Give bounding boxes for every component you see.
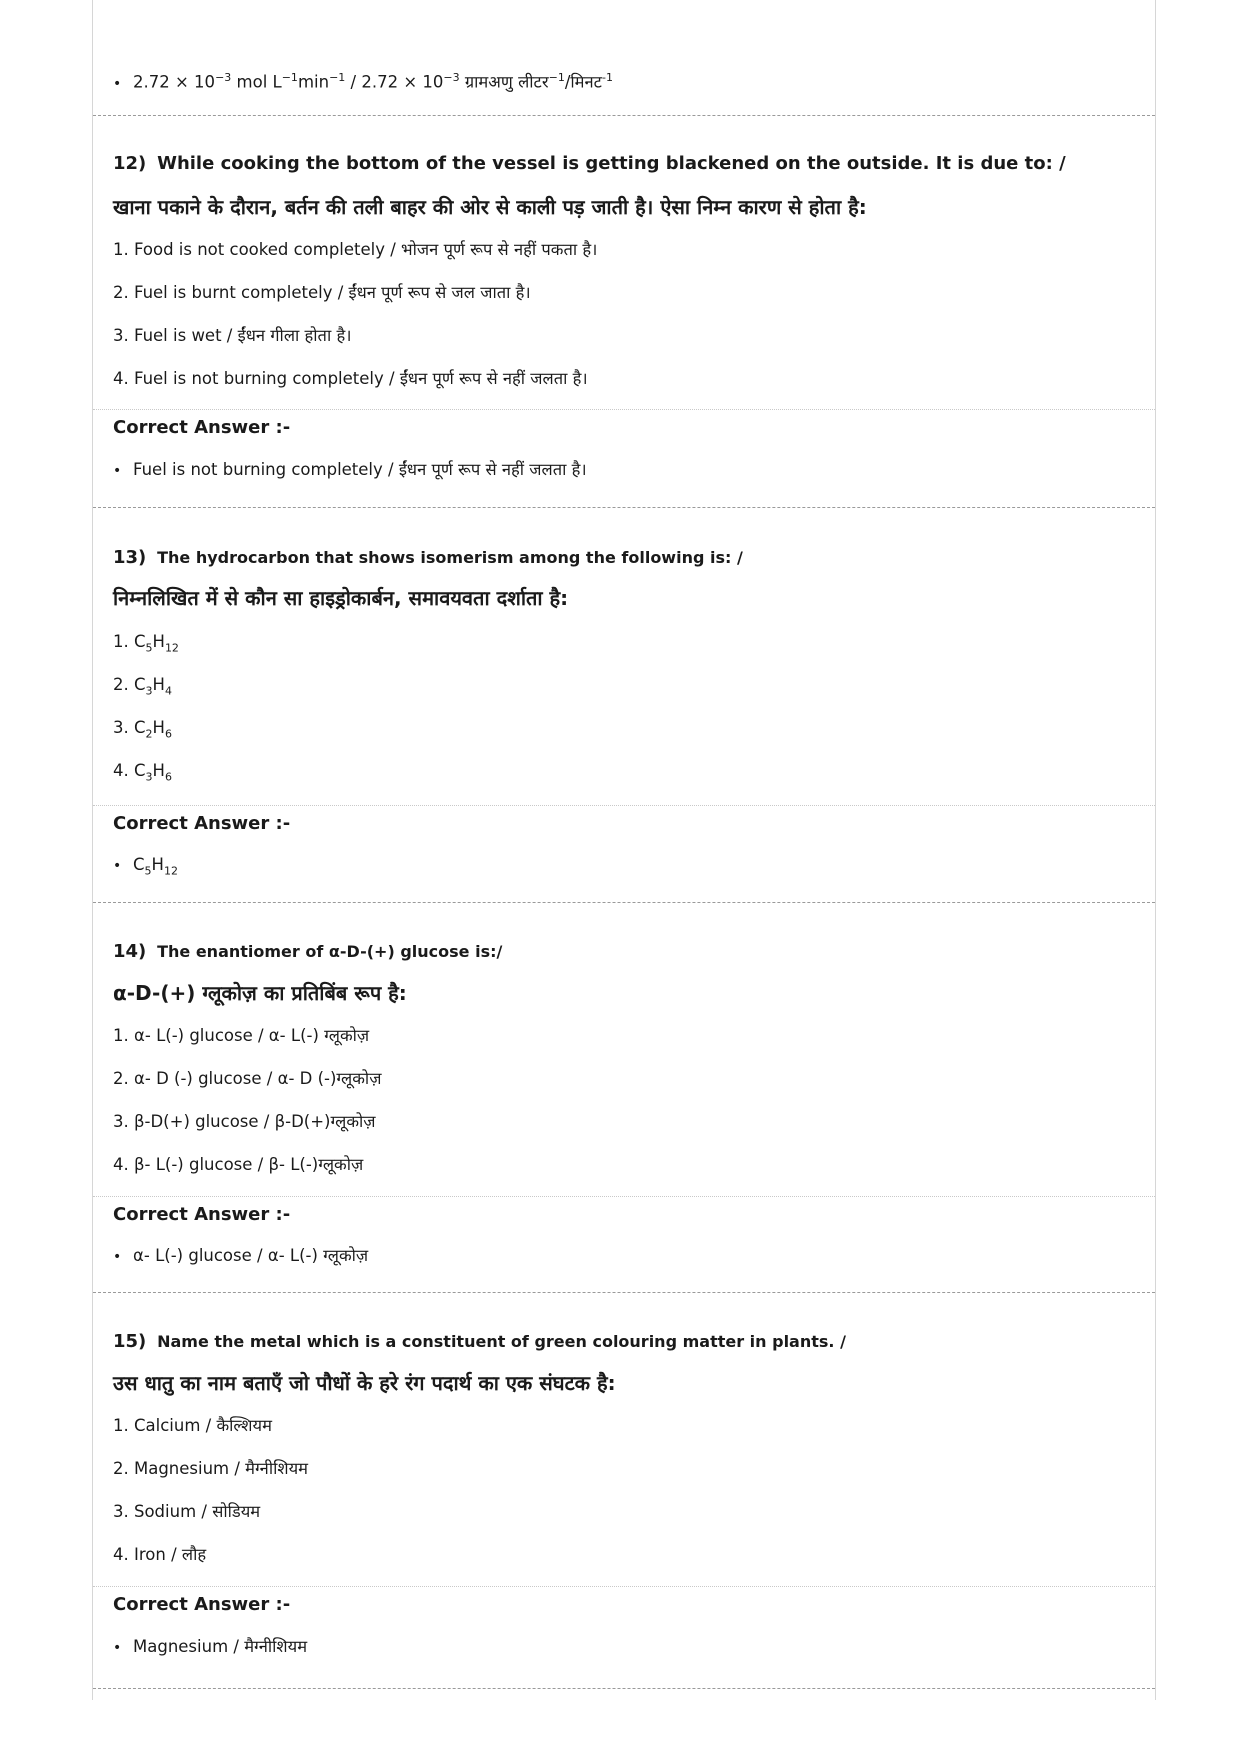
option: 1. α- L(-) glucose / α- L(-) ग्लूकोज़ bbox=[113, 1026, 370, 1045]
option: 2. Magnesium / मैग्नीशियम bbox=[113, 1459, 309, 1478]
correct-answer-label: Correct Answer :- bbox=[113, 1594, 291, 1615]
bullet-icon: • bbox=[113, 1249, 122, 1265]
option: 2. α- D (-) glucose / α- D (-)ग्लूकोज़ bbox=[113, 1069, 382, 1088]
option: 3. β-D(+) glucose / β-D(+)ग्लूकोज़ bbox=[113, 1112, 376, 1131]
answer-divider bbox=[93, 1196, 1155, 1197]
option: 3. Sodium / सोडियम bbox=[113, 1502, 261, 1521]
document-frame bbox=[92, 0, 1156, 1700]
option: 3. $C_2H_6$ bbox=[113, 718, 172, 741]
option: 1. Food is not cooked completely / भोजन पूर्ण रूप से नहीं पकता है। bbox=[113, 240, 598, 259]
option: 4. β- L(-) glucose / β- L(-)ग्लूकोज़ bbox=[113, 1155, 364, 1174]
question-divider bbox=[93, 1688, 1155, 1689]
option: 3. Fuel is wet / ईंधन गीला होता है। bbox=[113, 326, 352, 345]
answer-divider bbox=[93, 805, 1155, 806]
answer-divider bbox=[93, 409, 1155, 410]
correct-answer-label: Correct Answer :- bbox=[113, 813, 291, 834]
bullet-icon: • bbox=[113, 1640, 122, 1656]
correct-answer-label: Correct Answer :- bbox=[113, 1204, 291, 1225]
option: 4. Fuel is not burning completely / ईंधन पूर्ण रूप से नहीं जलता है। bbox=[113, 369, 588, 388]
bullet-icon: • bbox=[113, 75, 122, 92]
correct-answer: • Fuel is not burning completely / ईंधन पूर्ण रूप से नहीं जलता है। bbox=[113, 458, 587, 483]
option: 4. $C_3H_6$ bbox=[113, 761, 172, 784]
question-title: 12) While cooking the bottom of the vessel is getting blackened on the outside. It is due to: / bbox=[113, 153, 1066, 174]
question-text-hindi: उस धातु का नाम बताएँ जो पौधों के हरे रंग पदार्थ का एक संघटक है: bbox=[113, 1371, 616, 1395]
option: 2. Fuel is burnt completely / ईंधन पूर्ण रूप से जल जाता है। bbox=[113, 283, 531, 302]
correct-answer: • $C_5H_{12}$ bbox=[113, 855, 178, 878]
question-text-hindi: खाना पकाने के दौरान, बर्तन की तली बाहर की ओर से काली पड़ जाती है। ऐसा निम्न कारण से होता है: bbox=[113, 195, 867, 219]
prev-answer: • $2.72 \times 10^{-3}$ mol $L^{-1}\min^{-1} / 2.72 \times 10^{-3}$ ग्रामअणु लीटर$^{-1}$/मिनट$^{-1}$ bbox=[113, 66, 613, 96]
option: 2. $C_3H_4$ bbox=[113, 675, 172, 698]
option: 4. Iron / लौह bbox=[113, 1545, 207, 1564]
correct-answer: • Magnesium / मैग्नीशियम bbox=[113, 1635, 307, 1660]
question-divider bbox=[93, 115, 1155, 116]
question-divider bbox=[93, 902, 1155, 903]
question-title: 13) The hydrocarbon that shows isomerism among the following is: / bbox=[113, 547, 743, 568]
question-text-hindi: α-D-(+) ग्लूकोज़ का प्रतिबिंब रूप है: bbox=[113, 981, 407, 1005]
question-divider bbox=[93, 1292, 1155, 1293]
option: 1. Calcium / कैल्शियम bbox=[113, 1416, 272, 1435]
correct-answer: • α- L(-) glucose / α- L(-) ग्लूकोज़ bbox=[113, 1244, 368, 1269]
bullet-icon: • bbox=[113, 463, 122, 479]
question-divider bbox=[93, 507, 1155, 508]
option: 1. $C_5H_{12}$ bbox=[113, 632, 179, 655]
question-title: 14) The enantiomer of α-D-(+) glucose is:/ bbox=[113, 941, 503, 962]
question-title: 15) Name the metal which is a constituent of green colouring matter in plants. / bbox=[113, 1331, 846, 1352]
bullet-icon: • bbox=[113, 858, 122, 874]
answer-divider bbox=[93, 1586, 1155, 1587]
correct-answer-label: Correct Answer :- bbox=[113, 417, 291, 438]
question-text-hindi: निम्नलिखित में से कौन सा हाइड्रोकार्बन, समावयवता दर्शाता है: bbox=[113, 586, 569, 610]
